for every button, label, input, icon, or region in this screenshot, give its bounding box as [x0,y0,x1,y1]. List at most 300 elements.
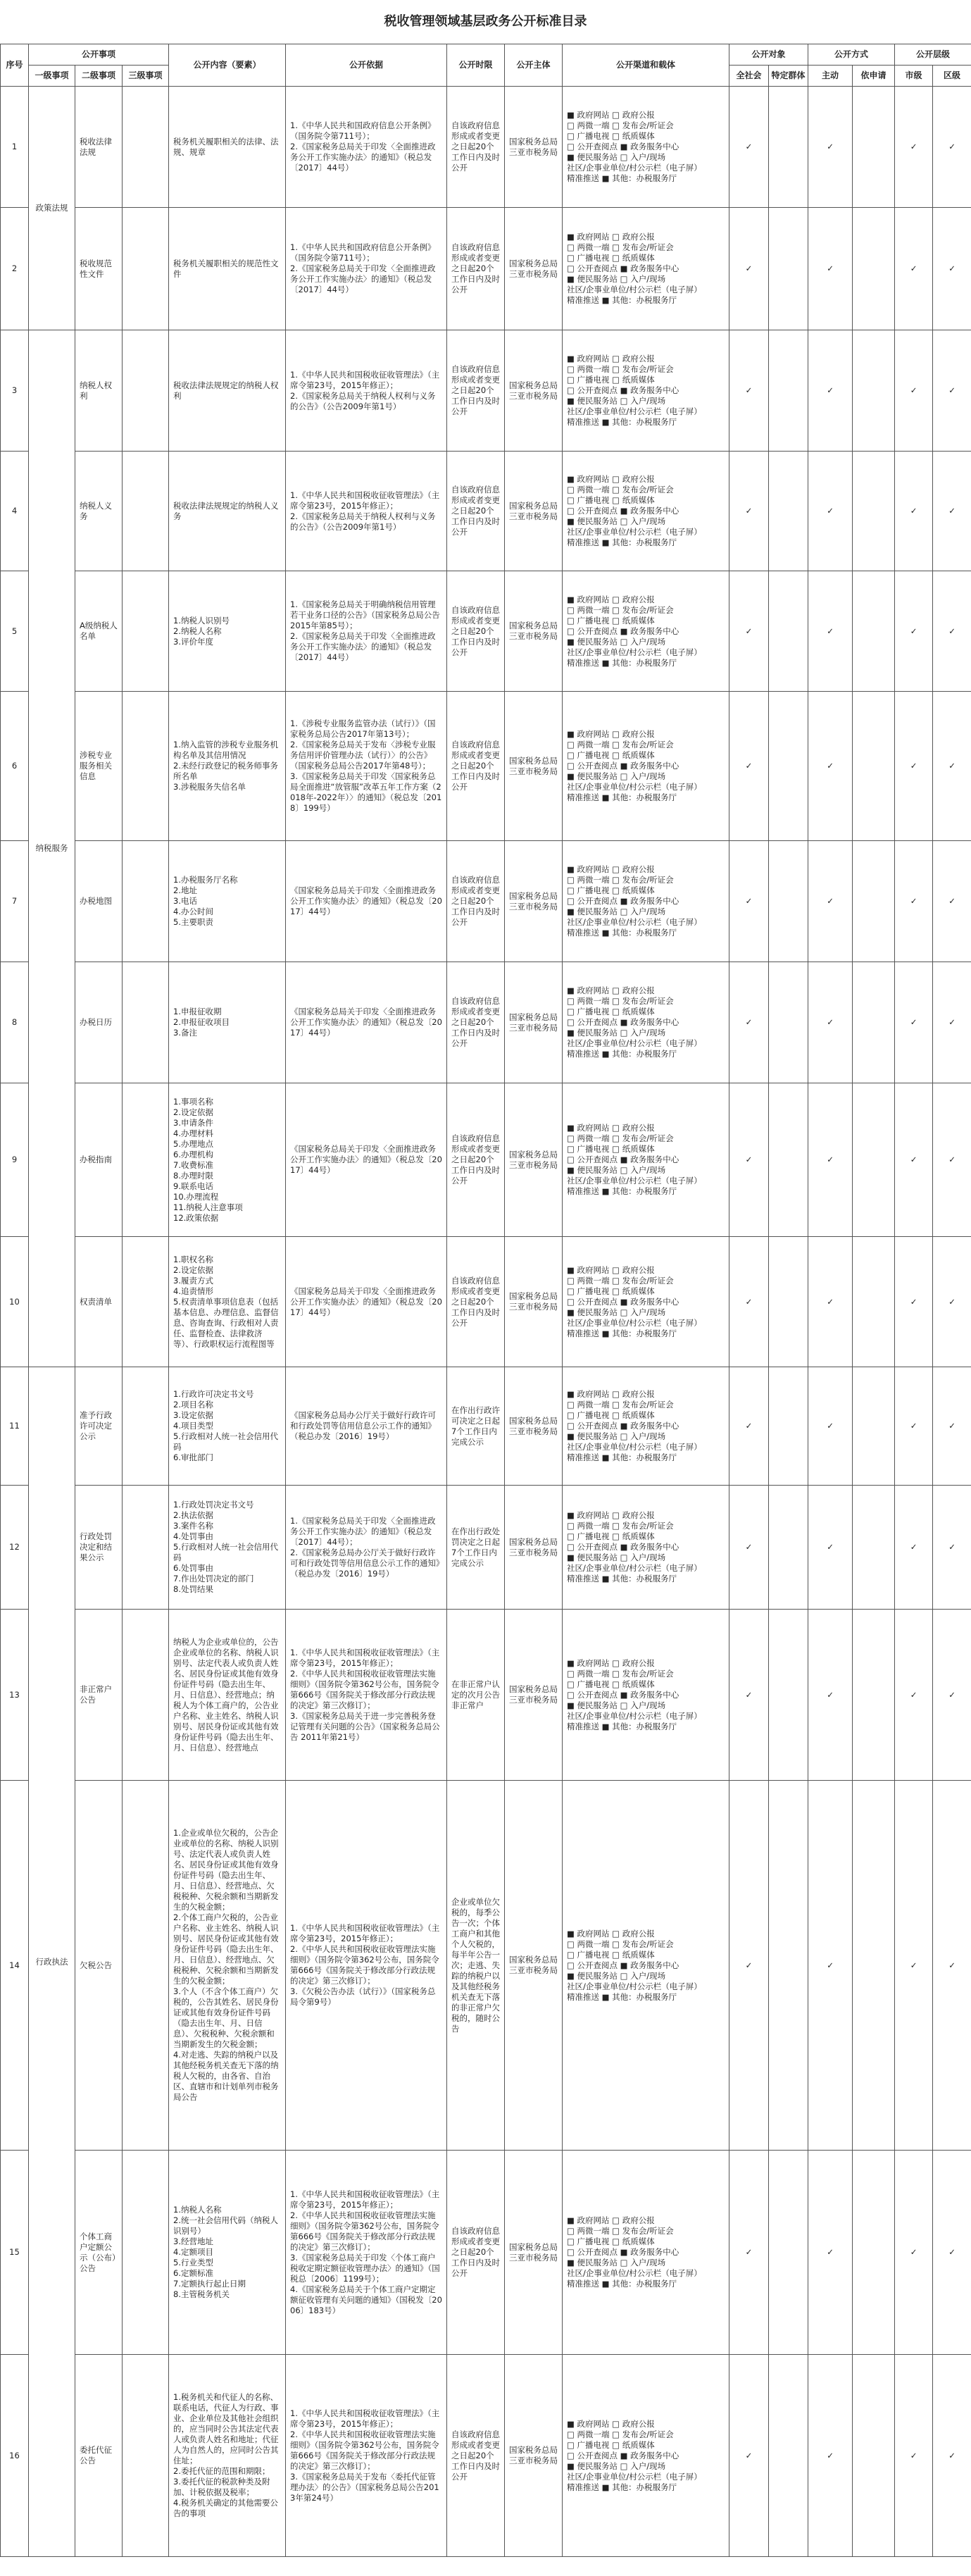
channel-line: ■ 便民服务站 □ 入户/现场 [567,274,666,284]
time-cell: 自该政府信息形成或者变更之日起20个工作日内及时公开 [447,1083,505,1237]
channel-cell [563,1610,729,1781]
header-target-all: 全社会 [729,66,769,87]
check-icon: ✓ [745,896,753,906]
content-line: 3.经营地址 [173,2236,213,2246]
table-row [1,2355,971,2557]
seq-cell: 14 [1,1781,29,2151]
channel-line: 精准推送 ■ 其他：办税服务厅 [567,1574,677,1583]
channel-line: □ 公开查阅点 ■ 政务服务中心 [567,1960,679,1970]
time-cell: 在非正常户认定的次月公告非正常户 [447,1610,505,1781]
channel-line: □ 广播电视 □ 纸质媒体 [567,495,655,505]
basis-cell [286,1237,447,1367]
channel-line: ■ 便民服务站 □ 入户/现场 [567,1165,666,1175]
level1-cell: 政策法规 [29,87,75,330]
basis-cell [286,841,447,962]
content-line: 5.办理地点 [173,1138,213,1149]
target-specific-check [769,1367,808,1486]
content-line: 10.办理流程 [173,1191,219,1202]
content-cell [169,1083,286,1237]
channel-cell [563,1367,729,1486]
content-line: 2.统一社会信用代码（纳税人识别号） [173,2215,278,2236]
level2-cell: 办税指南 [75,1083,123,1237]
header-level2: 二级事项 [75,66,123,87]
content-cell [169,208,286,330]
channel-line: □ 广播电视 □ 纸质媒体 [567,2236,655,2246]
channel-cell [563,1486,729,1610]
channel-line: ■ 便民服务站 □ 入户/现场 [567,907,666,916]
level3-cell [123,330,169,452]
content-line: 1.职权名称 [173,1254,213,1264]
seq-cell: 12 [1,1486,29,1610]
channel-line: ■ 便民服务站 □ 入户/现场 [567,396,666,406]
channel-line: 社区/企事业单位/村公示栏（电子屏） [567,647,702,657]
level-district-check [933,452,971,571]
channel-line: ■ 便民服务站 □ 入户/现场 [567,2460,666,2471]
basis-line: 2.《国家税务总局关于印发〈全面推进政务公开工作实施办法〉的通知》（税总发〔2017〕44号） [290,142,436,173]
content-line: 12.政策依据 [173,1212,219,1223]
channel-line: 社区/企事业单位/村公示栏（电子屏） [567,1981,702,1991]
check-icon: ✓ [910,761,917,771]
method-active-check [808,841,853,962]
check-icon: ✓ [910,2247,917,2257]
check-icon: ✓ [745,385,753,395]
method-active-check [808,1486,853,1610]
content-cell [169,452,286,571]
channel-line: 社区/企事业单位/村公示栏（电子屏） [567,1317,702,1328]
channel-line: 精准推送 ■ 其他：办税服务厅 [567,417,677,427]
method-request-check [853,962,895,1083]
method-request-check [853,330,895,452]
basis-line: 1.《中华人民共和国税收征收管理法》（主席令第23号，2015年修正）； [290,2189,440,2210]
channel-line: 社区/企事业单位/村公示栏（电子屏） [567,285,702,294]
level-county-check [895,1781,933,2151]
target-specific-check [769,1781,808,2151]
seq-cell: 2 [1,208,29,330]
check-icon: ✓ [910,263,917,273]
subject-cell: 国家税务总局三亚市税务局 [505,1781,563,2151]
header-time: 公开时限 [447,44,505,87]
method-request-check [853,1367,895,1486]
basis-cell [286,692,447,841]
time-cell: 在作出行政许可决定之日起7个工作日内完成公示 [447,1367,505,1486]
content-line: 4.对走逃、失踪的纳税户以及其他经税务机关查无下落的纳税人欠税的，由各省、自治区、直辖市和计划单列市税务局公告 [173,2050,279,2102]
content-line: 4.定额项目 [173,2247,213,2257]
check-icon: ✓ [745,1155,753,1164]
check-icon: ✓ [827,2450,834,2460]
target-all-check [729,452,769,571]
target-all-check [729,571,769,692]
channel-line: 社区/企事业单位/村公示栏（电子屏） [567,1038,702,1048]
method-active-check [808,571,853,692]
basis-cell [286,962,447,1083]
channel-line: 社区/企事业单位/村公示栏（电子屏） [567,1176,702,1186]
basis-cell [286,1781,447,2151]
check-icon: ✓ [948,1421,956,1431]
content-cell [169,1367,286,1486]
method-request-check [853,1237,895,1367]
content-line: 1.事项名称 [173,1096,213,1107]
channel-line: ■ 便民服务站 □ 入户/现场 [567,516,666,526]
method-active-check [808,692,853,841]
method-active-check [808,2355,853,2557]
level-district-check [933,208,971,330]
level-county-check [895,2151,933,2355]
check-icon: ✓ [745,1421,753,1431]
content-line: 2.设定依据 [173,1107,213,1117]
basis-line: 2.《中华人民共和国税收征收管理法实施细则》（国务院令第362号公布，国务院令第666号《国务院关于修改部分行政法规的决定》第三次修订）； [290,2429,439,2471]
header-level-district: 区级 [933,66,971,87]
content-line: 2.项目名称 [173,1400,213,1410]
channel-line: ■ 便民服务站 □ 入户/现场 [567,771,666,781]
channel-line: 社区/企事业单位/村公示栏（电子屏） [567,782,702,792]
level-county-check [895,571,933,692]
check-icon: ✓ [910,1296,917,1307]
level-district-check [933,692,971,841]
level3-cell [123,962,169,1083]
content-cell [169,841,286,962]
subject-cell: 国家税务总局三亚市税务局 [505,2355,563,2557]
subject-cell: 国家税务总局三亚市税务局 [505,1083,563,1237]
level3-cell [123,208,169,330]
content-line: 5.权责清单事项信息表（包括基本信息、办理信息、监督信息、咨询查询、行政相对人责任、监督检查、法律救济等）、行政职权运行流程图等 [173,1296,279,1349]
channel-line: ■ 便民服务站 □ 入户/现场 [567,636,666,647]
header-content: 公开内容（要素） [169,44,286,87]
check-icon: ✓ [745,1689,753,1700]
check-icon: ✓ [745,1296,753,1307]
channel-cell [563,2151,729,2355]
check-icon: ✓ [745,1960,753,1970]
table-row [1,1486,971,1610]
channel-line: ■ 政府网站 □ 政府公报 [567,232,655,242]
content-line: 税收法律法规规定的纳税人权利 [173,380,279,401]
seq-cell: 15 [1,2151,29,2355]
content-line: 5.行业类型 [173,2258,213,2267]
channel-line: ■ 政府网站 □ 政府公报 [567,985,655,995]
check-icon: ✓ [745,506,753,516]
time-cell: 自该政府信息形成或者变更之日起20个工作日内及时公开 [447,692,505,841]
method-active-check [808,330,853,452]
check-icon: ✓ [910,1542,917,1552]
header-level-county: 市级 [895,66,933,87]
check-icon: ✓ [910,2450,917,2460]
content-line: 3.委托代征的税款种类及附加、计税依据及税率； [173,2477,270,2497]
level3-cell [123,2151,169,2355]
basis-line: 《国家税务总局办公厅关于做好行政许可和行政处罚等信用信息公示工作的通知》（税总办发〔2016〕19号） [290,1410,436,1441]
basis-line: 《国家税务总局关于印发〈全面推进政务公开工作实施办法〉的通知》（税总发〔2017〕44号） [290,1286,442,1317]
content-line: 纳税人为企业或单位的，公告企业或单位的名称、纳税人识别号、法定代表人或负责人姓名、居民身份证或其他有效身份证件号码（隐去出生年、月、日信息）、经营地点；纳税人为个体工商户的，公告业户名称、业主姓名、纳税人识别号、居民身份证或其他有效身份证件号码（隐去出生年、月、日信息）、经营地点 [173,1636,279,1753]
channel-line: 精准推送 ■ 其他：办税服务厅 [567,928,677,938]
check-icon: ✓ [745,761,753,771]
channel-line: □ 两微一端 □ 发布会/听证会 [567,364,674,374]
channel-line: 社区/企事业单位/村公示栏（电子屏） [567,2268,702,2278]
channel-line: □ 广播电视 □ 纸质媒体 [567,1286,655,1296]
check-icon: ✓ [948,142,956,151]
level3-cell [123,841,169,962]
channel-line: □ 公开查阅点 ■ 政务服务中心 [567,1689,679,1700]
table-row [1,571,971,692]
page-title: 税收管理领域基层政务公开标准目录 [384,14,587,29]
channel-line: 精准推送 ■ 其他：办税服务厅 [567,1452,677,1462]
channel-line: □ 公开查阅点 ■ 政务服务中心 [567,2450,679,2460]
basis-line: 3.《国家税务总局关于发布〈委托代征管理办法〉的公告》（国家税务总局公告2013年第24号） [290,2471,439,2503]
basis-line: 1.《国家税务总局关于印发〈全面推进政务公开工作实施办法〉的通知》（税总发〔2017〕44号）； [290,1515,436,1547]
table-row [1,2151,971,2355]
content-line: 1.税务机关和代征人的名称、联系电话，代征人为行政、事业、企业单位及其他社会组织的，应当同时公告其法定代表人或负责人姓名和地址；代征人为自然人的，应同时公告其住址； [173,2392,279,2465]
basis-line: 3.《国家税务总局关于进一步完善税务登记管理有关问题的公告》（国家税务总局公告 2011年第21号） [290,1710,440,1742]
channel-line: □ 广播电视 □ 纸质媒体 [567,885,655,895]
level2-cell: 准予行政许可决定公示 [75,1367,123,1486]
header-target-specific: 特定群体 [769,66,808,87]
target-specific-check [769,841,808,962]
level3-cell [123,1486,169,1610]
basis-line: 《国家税务总局关于印发〈全面推进政务公开工作实施办法〉的通知》（税总发〔2017〕44号） [290,1007,442,1038]
content-line: 7.收费标准 [173,1159,213,1170]
level-county-check [895,841,933,962]
level2-cell: 权责清单 [75,1237,123,1367]
level2-cell: 纳税人义务 [75,452,123,571]
channel-line: □ 两微一端 □ 发布会/听证会 [567,1521,674,1531]
channel-line: □ 两微一端 □ 发布会/听证会 [567,1668,674,1679]
table-row [1,692,971,841]
basis-line: 1.《中华人民共和国税收征收管理法》（主席令第23号，2015年修正）； [290,369,440,390]
method-active-check [808,87,853,208]
method-request-check [853,452,895,571]
level2-cell: 税收法律法规 [75,87,123,208]
check-icon: ✓ [827,1296,834,1307]
channel-line: □ 两微一端 □ 发布会/听证会 [567,604,674,615]
channel-line: 精准推送 ■ 其他：办税服务厅 [567,1328,677,1338]
check-icon: ✓ [948,1017,956,1027]
content-line: 2.地址 [173,885,197,895]
content-line: 税务机关履职相关的规范性文件 [173,258,279,279]
table-row [1,330,971,452]
seq-cell: 16 [1,2355,29,2557]
subject-cell: 国家税务总局三亚市税务局 [505,87,563,208]
channel-line: ■ 便民服务站 □ 入户/现场 [567,1970,666,1981]
channel-line: ■ 政府网站 □ 政府公报 [567,1657,655,1668]
channel-line: ■ 政府网站 □ 政府公报 [567,2215,655,2225]
level3-cell [123,1781,169,2151]
level-district-check [933,1781,971,2151]
header-method-active: 主动 [808,66,853,87]
check-icon: ✓ [948,1960,956,1970]
table-row [1,87,971,208]
content-line: 4.追责情形 [173,1286,213,1296]
basis-line: 3.《欠税公告办法（试行）》（国家税务总局令第9号） [290,1986,436,2007]
seq-cell: 6 [1,692,29,841]
channel-line: 精准推送 ■ 其他：办税服务厅 [567,1186,677,1196]
header-level: 公开层级 [895,44,971,66]
check-icon: ✓ [745,2450,753,2460]
content-line: 2.纳税人名称 [173,626,222,636]
level2-cell: 涉税专业服务相关信息 [75,692,123,841]
method-active-check [808,452,853,571]
level-county-check [895,452,933,571]
check-icon: ✓ [745,263,753,273]
check-icon: ✓ [910,1960,917,1970]
check-icon: ✓ [948,263,956,273]
content-line: 税收法律法规规定的纳税人义务 [173,500,279,521]
channel-line: ■ 政府网站 □ 政府公报 [567,2418,655,2429]
check-icon: ✓ [948,1689,956,1700]
level-district-check [933,1486,971,1610]
content-line: 3.履责方式 [173,1275,213,1286]
target-all-check [729,87,769,208]
target-specific-check [769,692,808,841]
time-cell: 自该政府信息形成或者变更之日起20个工作日内及时公开 [447,841,505,962]
content-line: 4.项目类型 [173,1421,213,1431]
level2-cell: 税收规范性文件 [75,208,123,330]
check-icon: ✓ [745,2247,753,2257]
channel-line: ■ 政府网站 □ 政府公报 [567,474,655,484]
channel-line: ■ 政府网站 □ 政府公报 [567,864,655,874]
level2-cell: 非正常户公告 [75,1610,123,1781]
channel-cell [563,452,729,571]
content-line: 4.办理材料 [173,1128,213,1138]
content-line: 2.申报征收项目 [173,1017,230,1027]
check-icon: ✓ [827,626,834,636]
channel-line: □ 广播电视 □ 纸质媒体 [567,131,655,141]
target-all-check [729,1486,769,1610]
target-all-check [729,1237,769,1367]
channel-line: ■ 政府网站 □ 政府公报 [567,354,655,363]
basis-cell [286,1486,447,1610]
channel-line: □ 两微一端 □ 发布会/听证会 [567,2226,674,2236]
content-cell [169,571,286,692]
subject-cell: 国家税务总局三亚市税务局 [505,692,563,841]
channel-cell [563,2355,729,2557]
check-icon: ✓ [827,1421,834,1431]
level3-cell [123,1083,169,1237]
basis-line: 2.《国家税务总局办公厅关于做好行政许可和行政处罚等信用信息公示工作的通知》（税总办发〔2016〕19号） [290,1547,440,1579]
content-line: 3.案件名称 [173,1521,213,1531]
method-request-check [853,1486,895,1610]
content-line: 2.委托代征的范围和期限； [173,2466,270,2476]
seq-cell: 9 [1,1083,29,1237]
target-specific-check [769,2151,808,2355]
channel-line: □ 公开查阅点 ■ 政务服务中心 [567,1542,679,1552]
subject-cell: 国家税务总局三亚市税务局 [505,1610,563,1781]
channel-line: 社区/企事业单位/村公示栏（电子屏） [567,1710,702,1721]
level-county-check [895,1486,933,1610]
check-icon: ✓ [827,1155,834,1164]
channel-line: 精准推送 ■ 其他：办税服务厅 [567,173,677,183]
content-line: 税务机关履职相关的法律、法规、规章 [173,136,279,157]
channel-line: □ 广播电视 □ 纸质媒体 [567,1531,655,1541]
level-county-check [895,692,933,841]
level2-cell: 欠税公告 [75,1781,123,2151]
channel-line: 社区/企事业单位/村公示栏（电子屏） [567,406,702,416]
method-active-check [808,208,853,330]
table-row [1,1083,971,1237]
level-district-check [933,1610,971,1781]
channel-line: □ 两微一端 □ 发布会/听证会 [567,875,674,885]
target-all-check [729,1083,769,1237]
content-cell [169,962,286,1083]
content-line: 4.处罚事由 [173,1531,213,1541]
level-district-check [933,571,971,692]
level1-cell: 行政执法 [29,1367,75,2557]
check-icon: ✓ [827,2247,834,2257]
target-specific-check [769,571,808,692]
channel-cell [563,692,729,841]
table-row [1,962,971,1083]
content-cell [169,2355,286,2557]
channel-line: □ 公开查阅点 ■ 政务服务中心 [567,506,679,516]
content-line: 8.处罚结果 [173,1584,213,1594]
time-cell: 自该政府信息形成或者变更之日起20个工作日内及时公开 [447,1237,505,1367]
level1-cell: 纳税服务 [29,330,75,1367]
channel-line: ■ 政府网站 □ 政府公报 [567,1264,655,1275]
time-cell: 自该政府信息形成或者变更之日起20个工作日内及时公开 [447,962,505,1083]
basis-line: 1.《中华人民共和国政府信息公开条例》（国务院令第711号）； [290,242,436,263]
header-channel: 公开渠道和载体 [563,44,729,87]
channel-line: ■ 政府网站 □ 政府公报 [567,110,655,120]
content-line: 5.行政相对人统一社会信用代码 [173,1431,278,1452]
channel-line: □ 广播电视 □ 纸质媒体 [567,1410,655,1420]
level-district-check [933,330,971,452]
channel-line: 社区/企事业单位/村公示栏（电子屏） [567,2471,702,2482]
content-line: 6.处罚事由 [173,1563,213,1573]
check-icon: ✓ [948,2247,956,2257]
time-cell: 自该政府信息形成或者变更之日起20个工作日内及时公开 [447,87,505,208]
target-all-check [729,1367,769,1486]
channel-line: 社区/企事业单位/村公示栏（电子屏） [567,527,702,537]
method-active-check [808,1367,853,1486]
content-cell [169,692,286,841]
channel-line: □ 两微一端 □ 发布会/听证会 [567,2429,674,2439]
check-icon: ✓ [948,626,956,636]
channel-line: ■ 便民服务站 □ 入户/现场 [567,1307,666,1317]
channel-line: ■ 便民服务站 □ 入户/现场 [567,1431,666,1441]
check-icon: ✓ [910,1155,917,1164]
basis-line: 1.《中华人民共和国税收征收管理法》（主席令第23号，2015年修正）； [290,1923,440,1943]
content-line: 2.执法依据 [173,1510,213,1520]
method-request-check [853,571,895,692]
channel-line: 精准推送 ■ 其他：办税服务厅 [567,792,677,802]
basis-cell [286,1610,447,1781]
basis-line: 3.《国家税务总局关于印发〈个体工商户税收定期定额征收管理办法〉的通知》（国税总〔2006〕1199号）； [290,2252,440,2284]
channel-cell [563,571,729,692]
basis-cell [286,2151,447,2355]
target-all-check [729,330,769,452]
target-all-check [729,692,769,841]
basis-line: 4.《国家税务总局关于个体工商户定期定额征收管理有关问题的通知》（国税发〔2006〕183号） [290,2284,442,2315]
check-icon: ✓ [948,385,956,395]
method-request-check [853,1781,895,2151]
seq-cell: 4 [1,452,29,571]
basis-line: 1.《中华人民共和国税收征收管理法》（主席令第23号，2015年修正）； [290,2408,440,2429]
content-line: 3.评价年度 [173,636,213,647]
level-district-check [933,1237,971,1367]
time-cell: 自该政府信息形成或者变更之日起20个工作日内及时公开 [447,208,505,330]
channel-line: □ 两微一端 □ 发布会/听证会 [567,1133,674,1143]
level3-cell [123,1367,169,1486]
basis-line: 2.《中华人民共和国税收征收管理法实施细则》（国务院令第362号公布，国务院令第666号《国务院关于修改部分行政法规的决定》第三次修订）； [290,2210,439,2252]
header-level1: 一级事项 [29,66,75,87]
channel-line: 社区/企事业单位/村公示栏（电子屏） [567,917,702,927]
channel-line: □ 两微一端 □ 发布会/听证会 [567,485,674,494]
check-icon: ✓ [948,2450,956,2460]
target-all-check [729,2355,769,2557]
content-line: 3.备注 [173,1028,197,1038]
level3-cell [123,87,169,208]
method-active-check [808,962,853,1083]
channel-line: 社区/企事业单位/村公示栏（电子屏） [567,163,702,173]
check-icon: ✓ [910,506,917,516]
content-line: 1.办税服务厅名称 [173,875,238,885]
content-line: 2.个体工商户欠税的，公告业户名称、业主姓名、纳税人识别号、居民身份证或其他有效身份证件号码（隐去出生年、月、日信息）、经营地点、欠税税种、欠税余额和当期新发生的欠税金额； [173,1912,279,1986]
